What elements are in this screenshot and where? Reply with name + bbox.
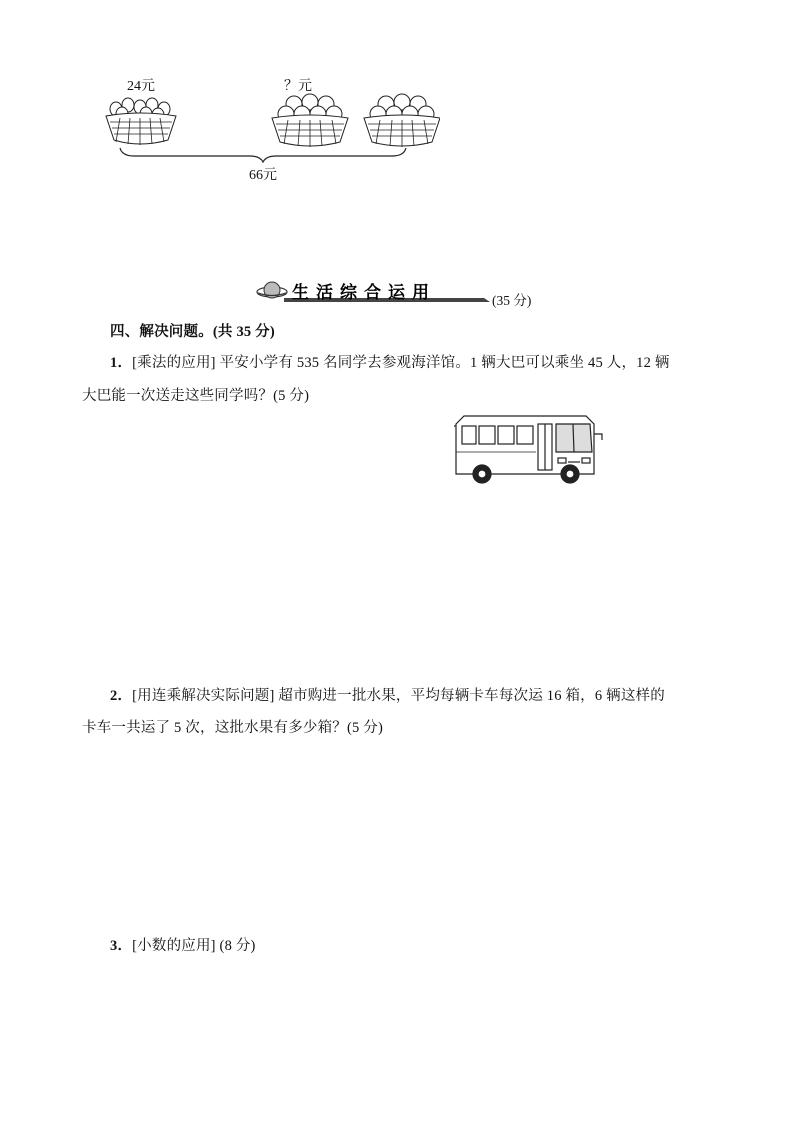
question-3 xyxy=(110,929,256,963)
bus-icon xyxy=(452,412,606,486)
section-heading: 四、解决问题。(共 35 分) xyxy=(110,324,275,340)
brace-icon xyxy=(120,148,406,162)
question-number: 2． xyxy=(110,688,133,704)
apple-basket-icon xyxy=(272,94,348,147)
question-1-line-2: 大巴能一次送走这些同学吗？(5 分) xyxy=(82,388,310,404)
section-banner xyxy=(284,278,490,304)
question-2-line-2: 卡车一共运了 5 次，这批水果有多少箱？(5 分) xyxy=(82,720,384,736)
apple-basket-icon xyxy=(364,94,440,147)
question-text-line: [用连乘解决实际问题] 超市购进一批水果，平均每辆卡车每次运 16 箱，6 辆这样的 xyxy=(132,688,665,704)
question-2 xyxy=(110,679,730,713)
question-1 xyxy=(110,346,730,380)
question-text-line: [小数的应用] (8 分) xyxy=(132,938,256,954)
section-banner-title: 生活综合运用 xyxy=(292,283,436,303)
section-score: (35 分) xyxy=(492,293,532,308)
question-text-line: [乘法的应用] 平安小学有 535 名同学去参观海洋馆。1 辆大巴可以乘坐 45 人，12 辆 xyxy=(132,355,670,371)
question-number: 3． xyxy=(110,938,133,954)
price-left-label: 24元 xyxy=(127,79,155,94)
question-number: 1． xyxy=(110,355,133,371)
total-price-label: 66元 xyxy=(249,168,277,183)
strawberry-basket-icon xyxy=(106,98,176,145)
fruit-baskets-illustration xyxy=(100,90,440,165)
price-unknown-label: ？元 xyxy=(284,79,312,94)
